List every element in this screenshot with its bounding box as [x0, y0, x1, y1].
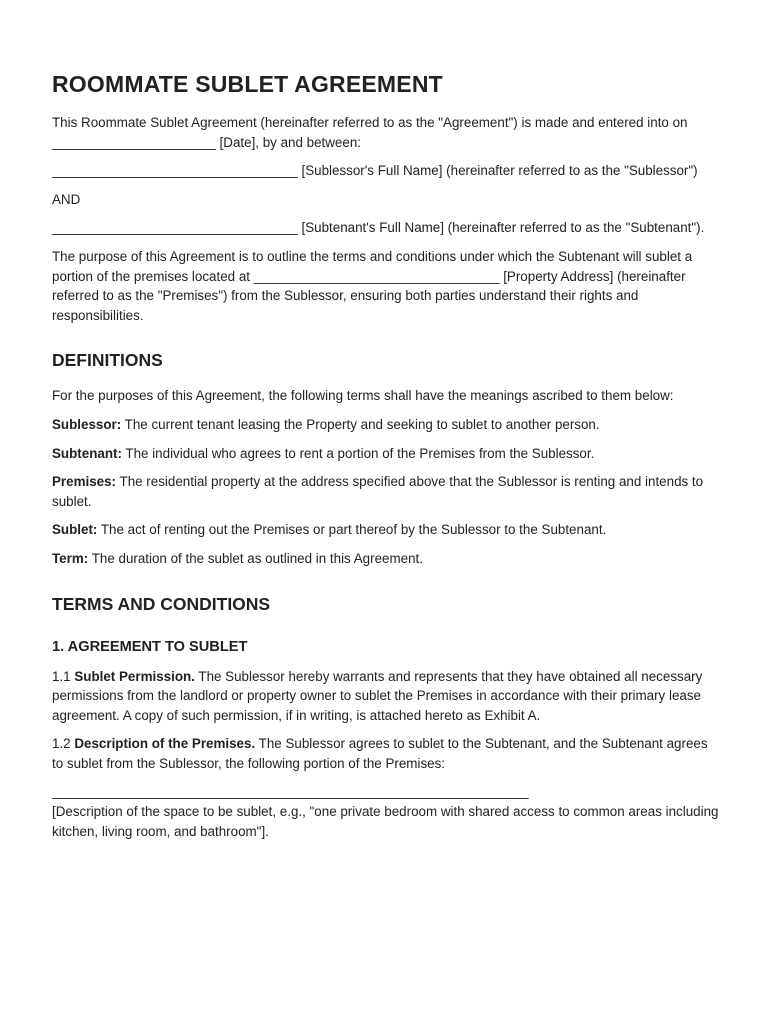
- clause-number: 1.2: [52, 736, 75, 752]
- definition-term: Term:: [52, 550, 89, 566]
- description-blank-line: ________________________________________________________________: [52, 784, 529, 800]
- definition-item: [52, 444, 722, 464]
- definition-term: Sublessor:: [52, 416, 122, 432]
- terms-heading: TERMS AND CONDITIONS: [52, 593, 271, 614]
- definition-term: Subtenant:: [52, 445, 122, 461]
- sublessor-line: _________________________________ [Sublessor's Full Name] (hereinafter referred to as the "Sublessor"): [52, 163, 698, 179]
- purpose-paragraph: The purpose of this Agreement is to outline the terms and conditions under which the Subtenant will sublet a portion of the premises located at _________________________________ [Property Address] (hereinafter referred to as the "Premises") from the Sublessor, ensuring both parties understand their rights and responsibilities.: [52, 248, 693, 323]
- definitions-intro: For the purposes of this Agreement, the following terms shall have the meanings ascribed to them below:: [52, 388, 674, 404]
- document-body: [52, 68, 722, 850]
- definition-term: Sublet:: [52, 522, 98, 538]
- definition-text: The act of renting out the Premises or part thereof by the Sublessor to the Subtenant.: [97, 522, 607, 538]
- clause-1-2: [52, 734, 722, 773]
- definitions-heading: DEFINITIONS: [52, 350, 163, 371]
- document-title: ROOMMATE SUBLET AGREEMENT: [52, 71, 443, 97]
- clause-title: Sublet Permission.: [74, 668, 195, 684]
- intro-paragraph: This Roommate Sublet Agreement (hereinafter referred to as the "Agreement") is made and entered into on ______________________ [Date], by and between:: [52, 115, 688, 150]
- description-text: [Description of the space to be sublet, e.g., "one private bedroom with shared access to common areas including kitchen, living room, and bathroom"].: [52, 804, 719, 839]
- subtenant-line: _________________________________ [Subtenant's Full Name] (hereinafter referred to as the "Subtenant").: [52, 220, 705, 236]
- definition-text: The current tenant leasing the Property and seeking to sublet to another person.: [121, 416, 600, 432]
- clause-text: The Sublessor agrees to sublet to the Subtenant, and the Subtenant agrees to sublet from the Sublessor, the following portion of the Premises:: [52, 736, 708, 771]
- section-1-heading: 1. AGREEMENT TO SUBLET: [52, 638, 248, 655]
- clause-1-1: [52, 667, 722, 726]
- definition-text: The individual who agrees to rent a portion of the Premises from the Sublessor.: [121, 445, 595, 461]
- and-separator: AND: [52, 191, 81, 207]
- definition-term: Premises:: [52, 474, 117, 490]
- clause-text: The Sublessor hereby warrants and represents that they have obtained all necessary permissions from the landlord or property owner to sublet the Premises in accordance with their primary lease agreement. A copy of such permission, if in writing, is attached hereto as Exhibit A.: [52, 668, 703, 723]
- definition-item: [52, 549, 722, 569]
- definition-text: The duration of the sublet as outlined in this Agreement.: [88, 550, 423, 566]
- definition-text: The residential property at the address specified above that the Sublessor is renting and intends to sublet.: [52, 474, 704, 509]
- definition-item: [52, 472, 722, 511]
- clause-title: Description of the Premises.: [74, 736, 256, 752]
- definition-item: [52, 520, 722, 540]
- definition-item: [52, 415, 722, 435]
- clause-number: 1.1: [52, 668, 75, 684]
